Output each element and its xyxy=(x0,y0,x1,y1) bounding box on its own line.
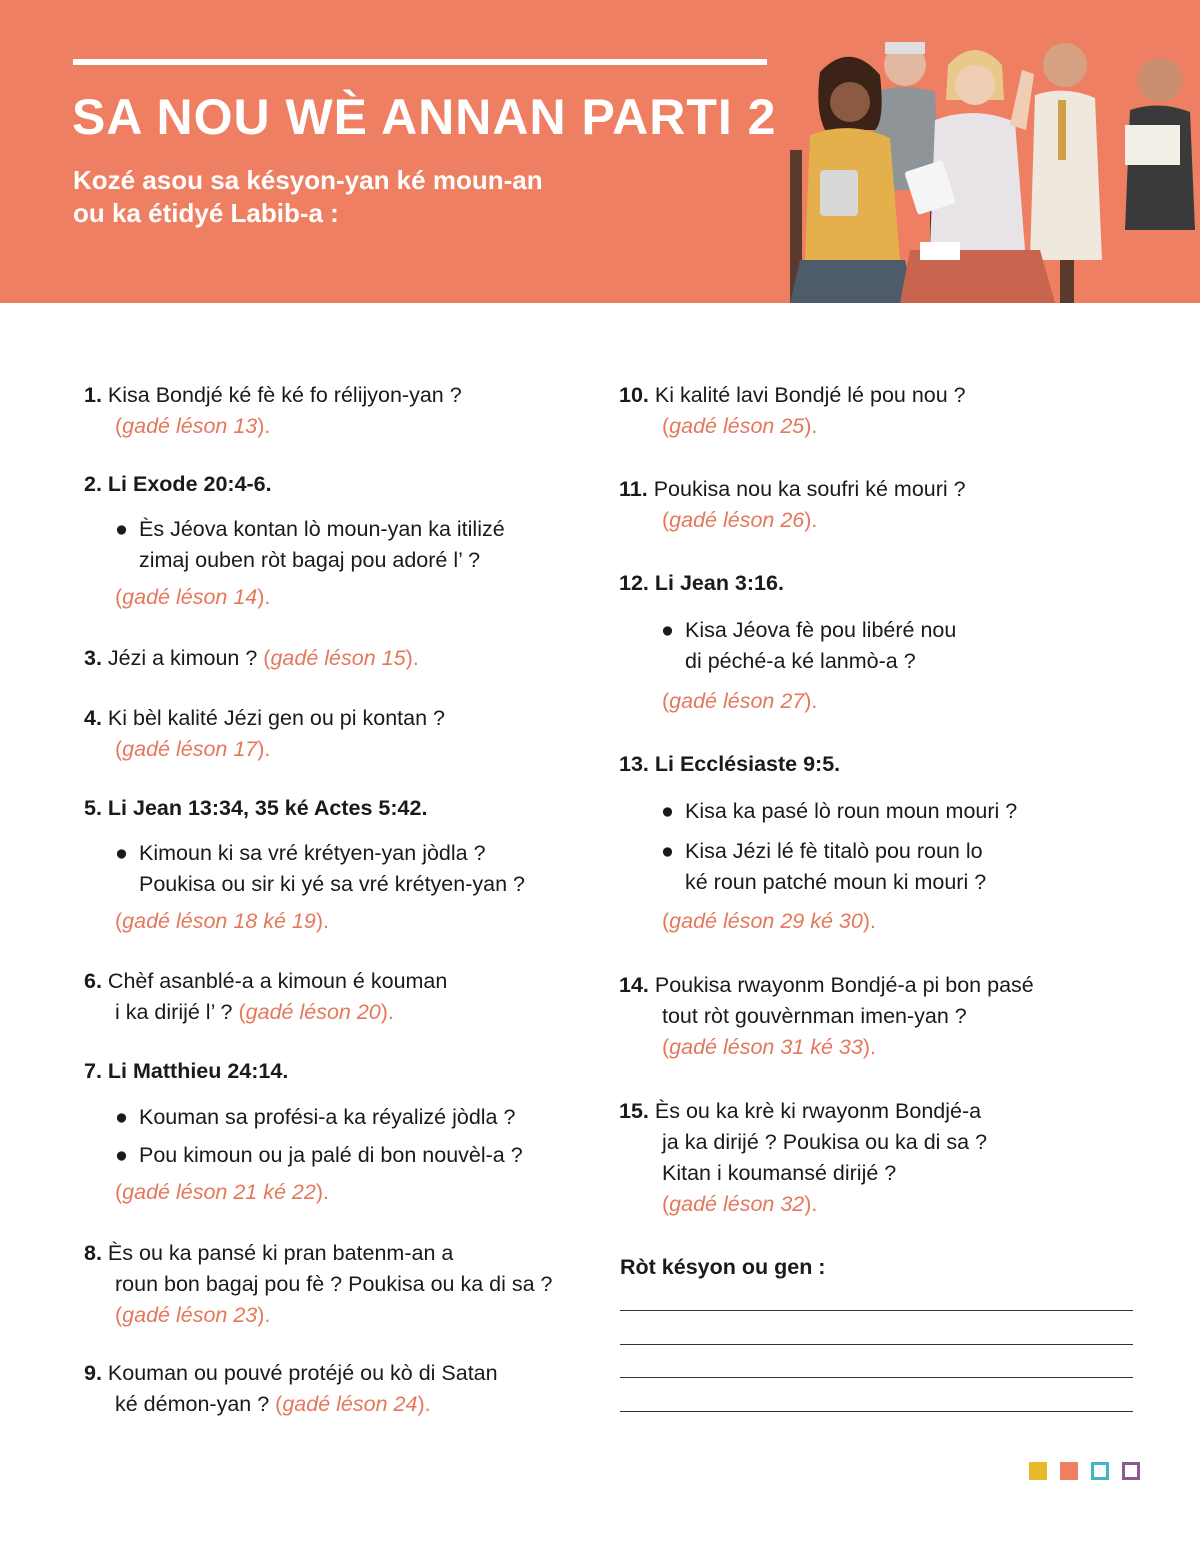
bullet-text: ké roun patché moun ki mouri ? xyxy=(685,870,987,894)
question-1 xyxy=(84,380,462,442)
question-text: Li Matthieu 24:14. xyxy=(107,1059,289,1083)
bullet-point xyxy=(115,514,505,576)
yellow-square-icon xyxy=(1029,1462,1047,1480)
bullet-point xyxy=(115,1102,515,1133)
lesson-reference: (gadé léson 29 ké 30). xyxy=(662,909,876,933)
question-8 xyxy=(84,1238,553,1331)
bullet-dot-icon: ● xyxy=(115,1143,128,1167)
question-number: 14. xyxy=(619,973,649,997)
bullet-point xyxy=(661,836,986,898)
lesson-reference: (gadé léson 27). xyxy=(662,689,818,713)
question-text: Kisa Bondjé ké fè ké fo rélijyon-yan ? xyxy=(107,383,462,407)
other-questions-label: Ròt késyon ou gen : xyxy=(620,1255,826,1279)
lesson-reference: (gadé léson 14). xyxy=(115,585,271,609)
question-text: Li Exode 20:4-6. xyxy=(107,472,272,496)
question-number: 9. xyxy=(84,1361,102,1385)
question-number: 3. xyxy=(84,646,102,670)
question-number: 2. xyxy=(84,472,102,496)
question-text: Ès ou ka krè ki rwayonm Bondjé-a xyxy=(654,1099,982,1123)
bullet-text: Kisa ka pasé lò roun moun mouri ? xyxy=(685,799,1018,823)
question-14 xyxy=(619,970,1034,1063)
question-7 xyxy=(84,1056,288,1087)
lesson-reference: (gadé léson 25). xyxy=(662,414,818,438)
lesson-reference: (gadé léson 23). xyxy=(115,1303,271,1327)
question-number: 11. xyxy=(619,477,648,501)
bullet-point xyxy=(661,615,956,677)
bullet-dot-icon: ● xyxy=(115,1105,128,1129)
header-banner xyxy=(0,0,1200,303)
lesson-reference: (gadé léson 13). xyxy=(115,414,271,438)
question-11 xyxy=(619,474,966,536)
question-number: 1. xyxy=(84,383,102,407)
answer-line[interactable] xyxy=(620,1377,1133,1378)
question-4 xyxy=(84,703,445,765)
question-number: 15. xyxy=(619,1099,649,1123)
question-number: 8. xyxy=(84,1241,102,1265)
lesson-reference: (gadé léson 32). xyxy=(662,1192,818,1216)
question-3 xyxy=(84,643,419,674)
question-text: ja ka dirijé ? Poukisa ou ka di sa ? xyxy=(662,1130,988,1154)
bullet-text: Pou kimoun ou ja palé di bon nouvèl-a ? xyxy=(139,1143,523,1167)
question-text: Ki kalité lavi Bondjé lé pou nou ? xyxy=(654,383,966,407)
page-title: SA NOU WÈ ANNAN PARTI 2 xyxy=(72,89,777,145)
answer-line[interactable] xyxy=(620,1411,1133,1412)
lesson-reference: (gadé léson 20). xyxy=(238,1000,394,1024)
question-5 xyxy=(84,793,427,824)
bullet-point xyxy=(115,838,525,900)
question-number: 13. xyxy=(619,752,649,776)
question-10 xyxy=(619,380,966,442)
question-text: roun bon bagaj pou fè ? Poukisa ou ka di sa ? xyxy=(115,1272,553,1296)
bullet-text: Kisa Jéova fè pou libéré nou xyxy=(685,618,957,642)
question-2 xyxy=(84,469,272,500)
question-number: 10. xyxy=(619,383,649,407)
question-number: 5. xyxy=(84,796,102,820)
subtitle-line: ou ka étidyé Labib-a : xyxy=(73,198,339,228)
question-text: Li Jean 3:16. xyxy=(654,571,784,595)
question-text: Jézi a kimoun ? xyxy=(107,646,258,670)
bullet-dot-icon: ● xyxy=(115,841,128,865)
question-9 xyxy=(84,1358,498,1420)
lesson-reference: (gadé léson 31 ké 33). xyxy=(662,1035,876,1059)
question-text: ké démon-yan ? xyxy=(115,1392,270,1416)
lesson-reference: (gadé léson 21 ké 22). xyxy=(115,1180,329,1204)
people-seated-illustration xyxy=(790,30,1200,303)
question-number: 7. xyxy=(84,1059,102,1083)
question-text: Poukisa rwayonm Bondjé-a pi bon pasé xyxy=(654,973,1034,997)
answer-line[interactable] xyxy=(620,1344,1133,1345)
question-15 xyxy=(619,1096,987,1220)
question-number: 12. xyxy=(619,571,649,595)
question-number: 6. xyxy=(84,969,102,993)
teal-square-icon xyxy=(1091,1462,1109,1480)
bullet-text: zimaj ouben ròt bagaj pou adoré l’ ? xyxy=(139,548,481,572)
question-13 xyxy=(619,749,840,780)
question-number: 4. xyxy=(84,706,102,730)
page-subtitle xyxy=(73,164,543,230)
bullet-dot-icon: ● xyxy=(661,799,674,823)
answer-line[interactable] xyxy=(620,1310,1133,1311)
lesson-reference: (gadé léson 17). xyxy=(115,737,271,761)
bullet-text: Kimoun ki sa vré krétyen-yan jòdla ? xyxy=(139,841,486,865)
bullet-text: Kisa Jézi lé fè titalò pou roun lo xyxy=(685,839,983,863)
header-divider xyxy=(73,59,767,65)
lesson-reference: (gadé léson 18 ké 19). xyxy=(115,909,329,933)
bullet-text: Kouman sa profési-a ka réyalizé jòdla ? xyxy=(139,1105,516,1129)
orange-square-icon xyxy=(1060,1462,1078,1480)
question-text: Poukisa nou ka soufri ké mouri ? xyxy=(653,477,966,501)
question-text: Ès ou ka pansé ki pran batenm-an a xyxy=(107,1241,454,1265)
question-text: Chèf asanblé-a a kimoun é kouman xyxy=(107,969,448,993)
question-12 xyxy=(619,568,784,599)
bullet-text: di péché-a ké lanmò-a ? xyxy=(685,649,916,673)
question-text: Kouman ou pouvé protéjé ou kò di Satan xyxy=(107,1361,498,1385)
bullet-point xyxy=(661,796,1017,827)
question-text: Kitan i koumansé dirijé ? xyxy=(662,1161,897,1185)
bullet-text: Ès Jéova kontan lò moun-yan ka itilizé xyxy=(139,517,505,541)
lesson-reference: (gadé léson 24). xyxy=(275,1392,431,1416)
question-text: i ka dirijé l’ ? xyxy=(115,1000,233,1024)
bullet-text: Poukisa ou sir ki yé sa vré krétyen-yan ? xyxy=(139,872,525,896)
question-text: Li Ecclésiaste 9:5. xyxy=(654,752,841,776)
lesson-reference: (gadé léson 15). xyxy=(263,646,419,670)
purple-square-icon xyxy=(1122,1462,1140,1480)
lesson-reference: (gadé léson 26). xyxy=(662,508,818,532)
question-text: tout ròt gouvèrnman imen-yan ? xyxy=(662,1004,967,1028)
question-text: Li Jean 13:34, 35 ké Actes 5:42. xyxy=(107,796,428,820)
question-text: Ki bèl kalité Jézi gen ou pi kontan ? xyxy=(107,706,445,730)
bullet-dot-icon: ● xyxy=(115,517,128,541)
bullet-dot-icon: ● xyxy=(661,839,674,863)
bullet-point xyxy=(115,1140,523,1171)
question-6 xyxy=(84,966,447,1028)
subtitle-line: Kozé asou sa késyon-yan ké moun-an xyxy=(73,165,543,195)
bullet-dot-icon: ● xyxy=(661,618,674,642)
